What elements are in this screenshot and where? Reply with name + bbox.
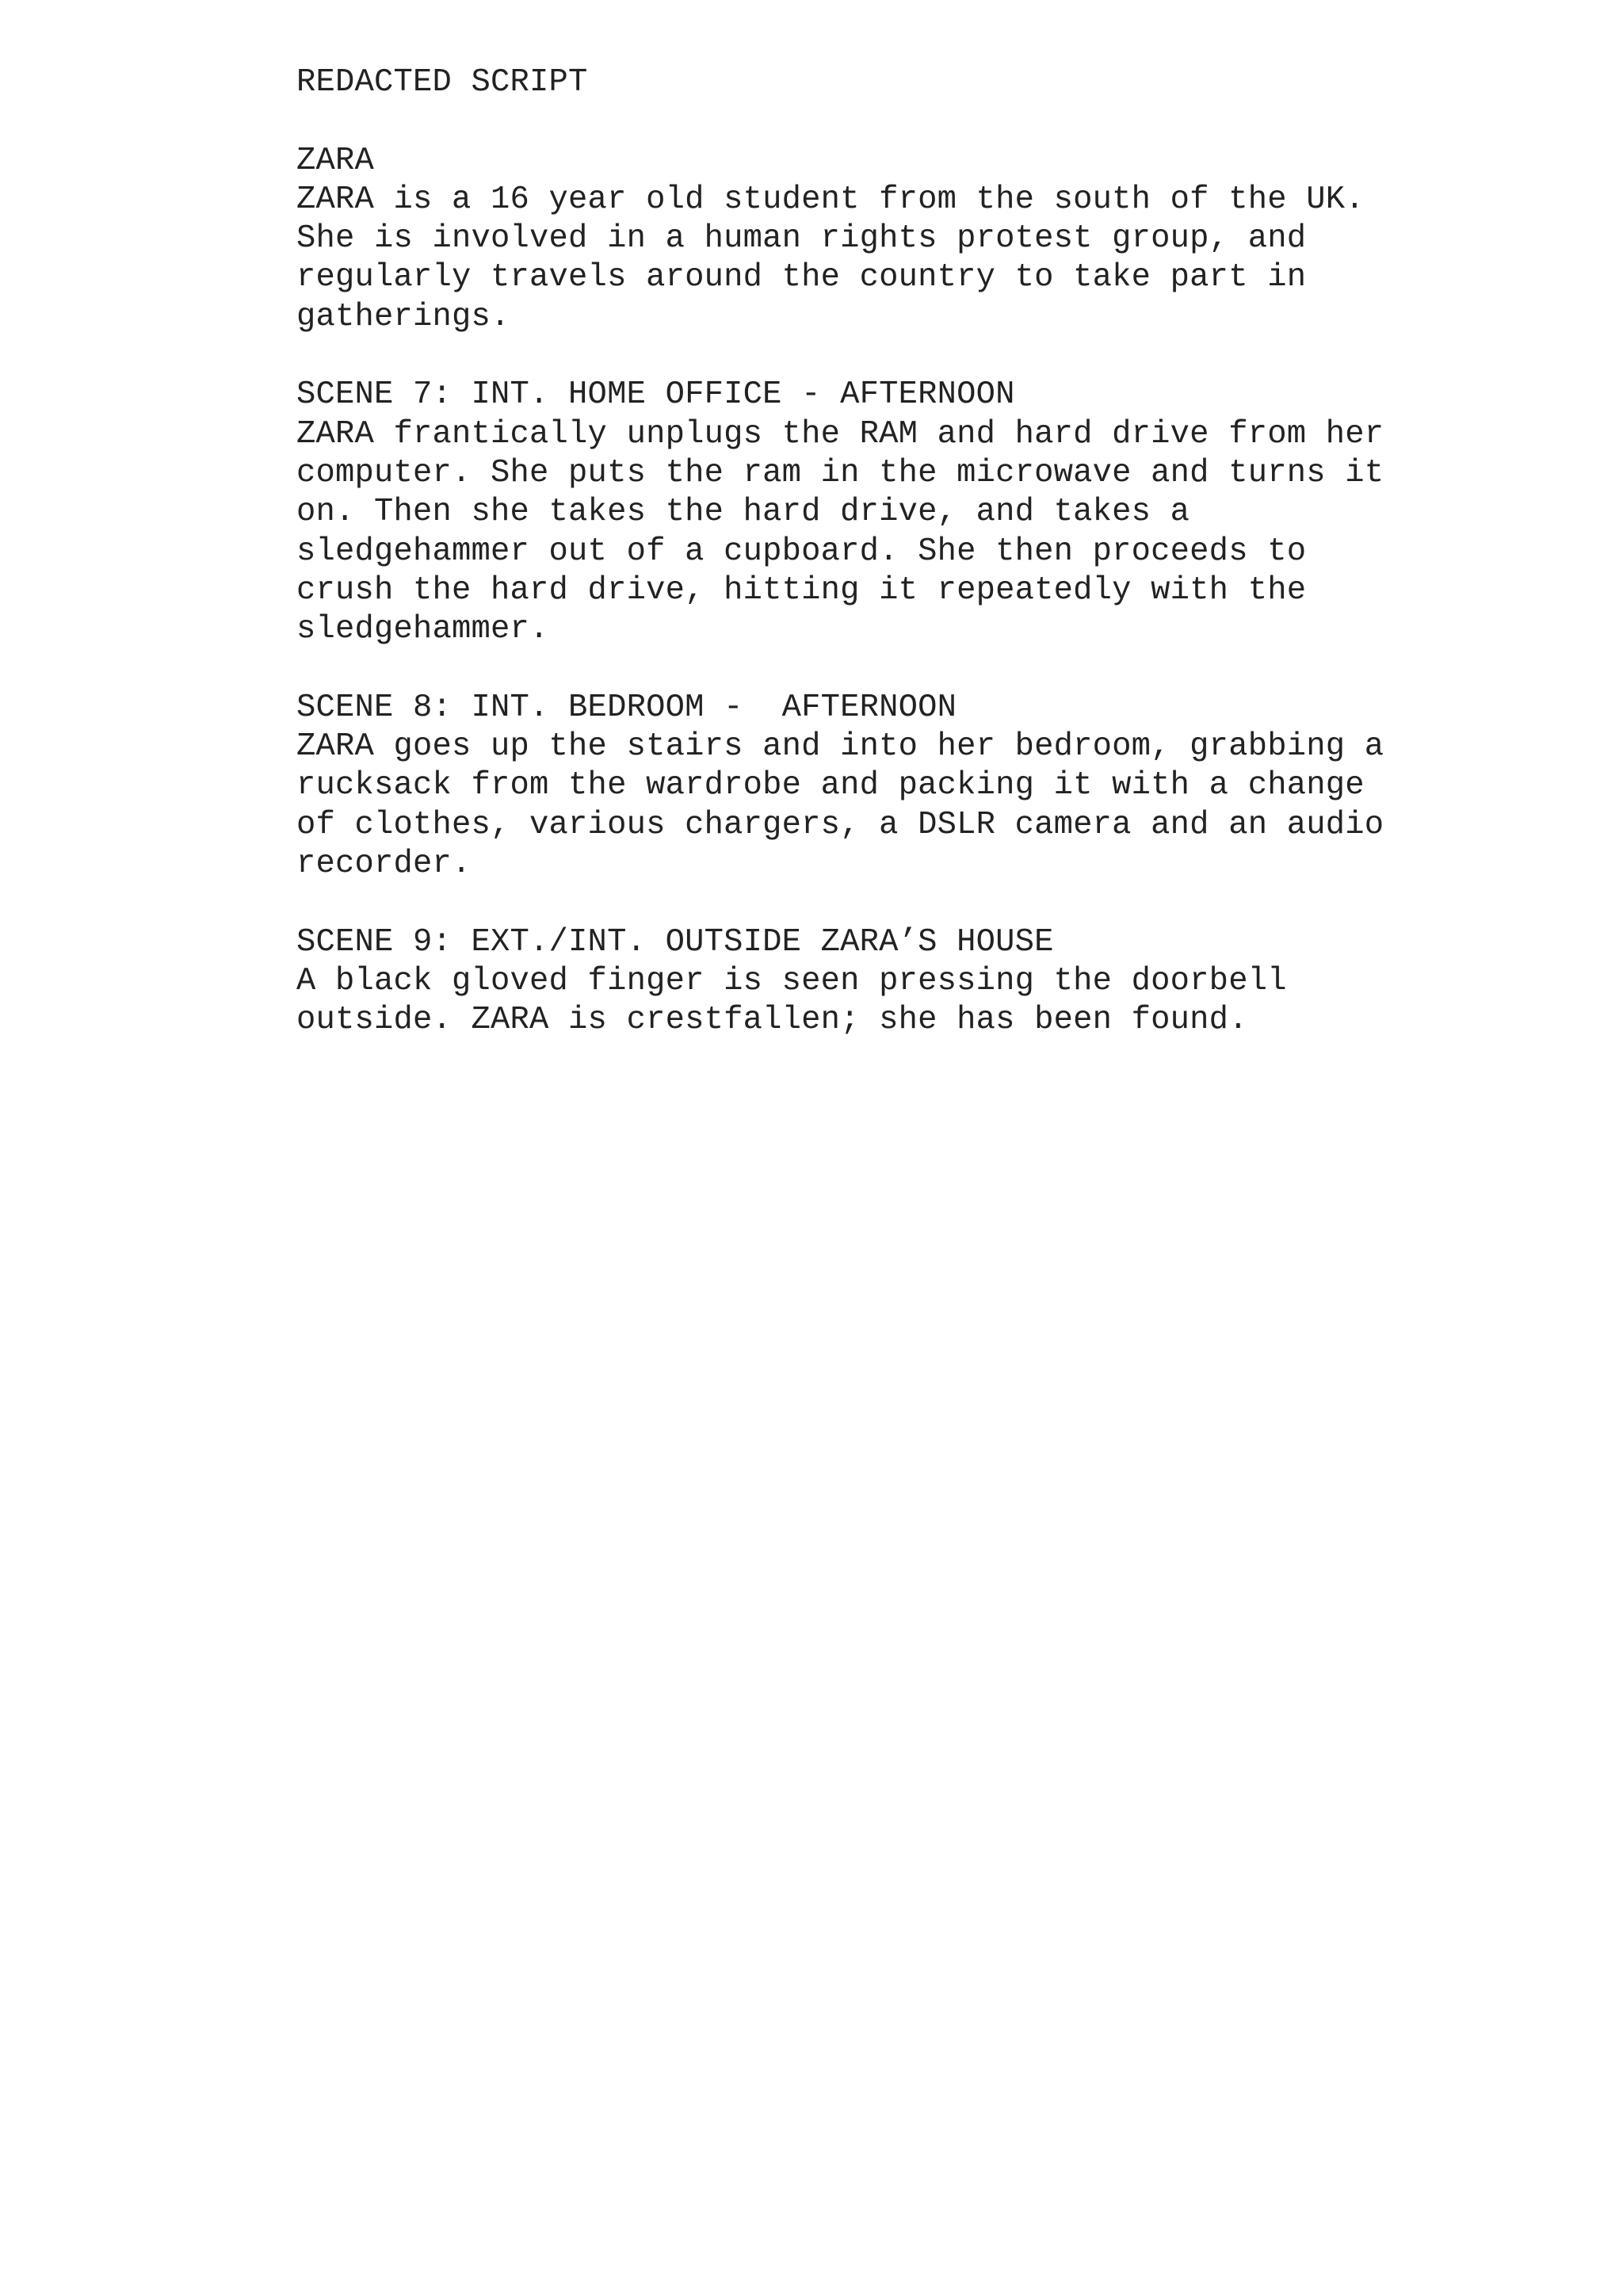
- scene-7: [296, 376, 1445, 649]
- character-name: ZARA: [296, 142, 375, 179]
- scene-line: on. Then she takes the hard drive, and takes a: [296, 494, 1190, 531]
- scene-8: [296, 689, 1445, 884]
- scene-heading: SCENE 7: INT. HOME OFFICE - AFTERNOON: [296, 376, 1015, 414]
- character-line: ZARA is a 16 year old student from the south of the UK.: [296, 181, 1365, 218]
- scene-line: outside. ZARA is crestfallen; she has been found.: [296, 1002, 1248, 1039]
- scene-heading: SCENE 9: EXT./INT. OUTSIDE ZARA’S HOUSE: [296, 923, 1054, 961]
- scene-heading: SCENE 8: INT. BEDROOM - AFTERNOON: [296, 689, 957, 726]
- scene-line: A black gloved finger is seen pressing the doorbell: [296, 962, 1287, 999]
- scene-line: recorder.: [296, 845, 472, 882]
- scene-line: ZARA goes up the stairs and into her bedroom, grabbing a: [296, 728, 1384, 766]
- scene-line: ZARA frantically unplugs the RAM and hard drive from her: [296, 415, 1384, 453]
- script-title: REDACTED SCRIPT: [296, 64, 588, 101]
- scene-line: crush the hard drive, hitting it repeatedly with the: [296, 571, 1307, 609]
- character-description: [296, 142, 1445, 337]
- character-line: gatherings.: [296, 298, 510, 335]
- scene-line: sledgehammer.: [296, 611, 549, 648]
- scene-line: sledgehammer out of a cupboard. She then proceeds to: [296, 533, 1307, 570]
- scene-line: computer. She puts the ram in the microwave and turns it: [296, 454, 1384, 491]
- scene-9: [296, 923, 1445, 1041]
- scene-line: of clothes, various chargers, a DSLR camera and an audio: [296, 806, 1384, 843]
- script-body: [296, 63, 1445, 1079]
- scene-line: rucksack from the wardrobe and packing it with a change: [296, 767, 1365, 804]
- script-title-block: [296, 63, 1445, 102]
- character-line: She is involved in a human rights protest group, and: [296, 220, 1307, 258]
- character-line: regularly travels around the country to take part in: [296, 259, 1307, 296]
